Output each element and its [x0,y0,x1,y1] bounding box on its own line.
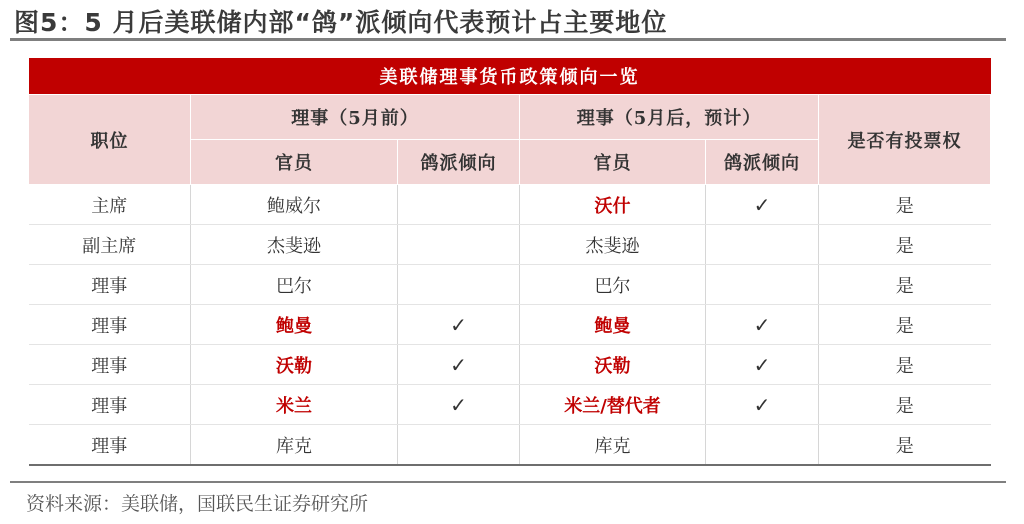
source-note: 资料来源：美联储，国联民生证券研究所 [26,493,369,515]
header-row-1 [29,95,991,140]
cell-after-dovish: ✓ [706,385,819,425]
title-divider [10,38,1006,41]
cell-after-dovish: ✓ [706,185,819,225]
cell-after-dovish: ✓ [706,305,819,345]
cell-before-dovish [398,185,520,225]
cell-position: 理事 [29,345,191,385]
cell-after-dovish [706,265,819,305]
cell-before-dovish: ✓ [398,305,520,345]
header-position: 职位 [29,95,191,185]
cell-before-dovish [398,225,520,265]
table-row [29,305,991,345]
header-after-official: 官员 [520,140,706,185]
cell-voting: 是 [819,305,991,345]
cell-before-official: 杰斐逊 [191,225,398,265]
cell-before-dovish: ✓ [398,385,520,425]
table-banner-row [29,58,991,95]
cell-voting: 是 [819,385,991,425]
cell-after-dovish: ✓ [706,345,819,385]
table-row [29,185,991,225]
cell-before-official: 沃勒 [191,345,398,385]
cell-after-official: 巴尔 [520,265,706,305]
cell-before-official: 巴尔 [191,265,398,305]
header-voting: 是否有投票权 [819,95,991,185]
cell-voting: 是 [819,345,991,385]
header-before-official: 官员 [191,140,398,185]
cell-after-dovish [706,225,819,265]
cell-before-dovish [398,425,520,466]
cell-before-dovish: ✓ [398,345,520,385]
cell-after-official: 沃什 [520,185,706,225]
cell-before-official: 库克 [191,425,398,466]
cell-before-official: 鲍曼 [191,305,398,345]
cell-voting: 是 [819,185,991,225]
fed-governors-table [28,58,991,466]
table-row [29,425,991,466]
table-body [29,185,991,466]
table-row [29,385,991,425]
cell-after-official: 鲍曼 [520,305,706,345]
table-banner: 美联储理事货币政策倾向一览 [29,58,991,95]
cell-after-dovish [706,425,819,466]
cell-after-official: 沃勒 [520,345,706,385]
cell-position: 副主席 [29,225,191,265]
table-row [29,345,991,385]
cell-after-official: 米兰/替代者 [520,385,706,425]
table-row [29,265,991,305]
cell-position: 理事 [29,305,191,345]
cell-position: 主席 [29,185,191,225]
cell-before-official: 米兰 [191,385,398,425]
cell-position: 理事 [29,265,191,305]
cell-position: 理事 [29,425,191,466]
cell-after-official: 库克 [520,425,706,466]
header-before-group: 理事（5月前） [191,95,520,140]
table-row [29,225,991,265]
cell-before-dovish [398,265,520,305]
cell-position: 理事 [29,385,191,425]
cell-voting: 是 [819,265,991,305]
source-divider [10,481,1006,483]
figure-title: 图5：5 月后美联储内部“鸽”派倾向代表预计占主要地位 [14,8,668,37]
cell-after-official: 杰斐逊 [520,225,706,265]
cell-voting: 是 [819,225,991,265]
cell-before-official: 鲍威尔 [191,185,398,225]
cell-voting: 是 [819,425,991,466]
header-before-dovish: 鸽派倾向 [398,140,520,185]
header-after-dovish: 鸽派倾向 [706,140,819,185]
header-after-group: 理事（5月后，预计） [520,95,819,140]
